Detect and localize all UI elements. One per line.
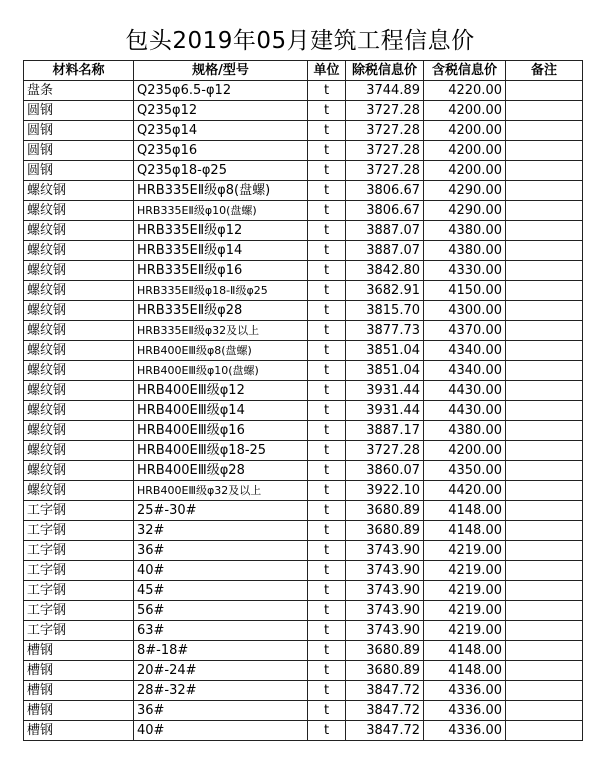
unit-cell: t xyxy=(308,661,346,681)
spec-cell: Q235φ12 xyxy=(134,101,308,121)
spec-cell: HRB400EⅢ级φ16 xyxy=(134,421,308,441)
price-ex-tax-cell: 3727.28 xyxy=(346,141,424,161)
price-inc-tax-cell: 4148.00 xyxy=(424,641,506,661)
material-cell: 螺纹钢 xyxy=(24,441,134,461)
table-row xyxy=(24,721,583,741)
note-cell xyxy=(506,341,583,361)
spec-cell: 36# xyxy=(134,541,308,561)
note-cell xyxy=(506,361,583,381)
note-cell xyxy=(506,281,583,301)
unit-cell: t xyxy=(308,421,346,441)
price-inc-tax-cell: 4200.00 xyxy=(424,161,506,181)
note-cell xyxy=(506,541,583,561)
spec-cell: 45# xyxy=(134,581,308,601)
material-cell: 螺纹钢 xyxy=(24,201,134,221)
price-ex-tax-cell: 3851.04 xyxy=(346,361,424,381)
spec-cell: HRB400EⅢ级φ8(盘螺) xyxy=(134,341,308,361)
unit-cell: t xyxy=(308,701,346,721)
table-row xyxy=(24,161,583,181)
material-cell: 螺纹钢 xyxy=(24,321,134,341)
price-inc-tax-cell: 4350.00 xyxy=(424,461,506,481)
note-cell xyxy=(506,261,583,281)
price-ex-tax-cell: 3743.90 xyxy=(346,621,424,641)
table-row xyxy=(24,421,583,441)
header-unit: 单位 xyxy=(308,61,346,81)
table-row xyxy=(24,601,583,621)
price-inc-tax-cell: 4219.00 xyxy=(424,621,506,641)
material-cell: 圆钢 xyxy=(24,141,134,161)
price-ex-tax-cell: 3887.07 xyxy=(346,221,424,241)
spec-cell: 20#-24# xyxy=(134,661,308,681)
price-ex-tax-cell: 3727.28 xyxy=(346,441,424,461)
unit-cell: t xyxy=(308,401,346,421)
material-cell: 圆钢 xyxy=(24,121,134,141)
table-row xyxy=(24,401,583,421)
spec-cell: HRB335EⅡ级φ32及以上 xyxy=(134,321,308,341)
price-inc-tax-cell: 4430.00 xyxy=(424,381,506,401)
price-ex-tax-cell: 3887.07 xyxy=(346,241,424,261)
price-ex-tax-cell: 3847.72 xyxy=(346,701,424,721)
page-title: 包头2019年05月建筑工程信息价 xyxy=(125,28,475,54)
material-cell: 工字钢 xyxy=(24,561,134,581)
unit-cell: t xyxy=(308,481,346,501)
spec-cell: Q235φ6.5-φ12 xyxy=(134,81,308,101)
material-cell: 工字钢 xyxy=(24,581,134,601)
material-cell: 螺纹钢 xyxy=(24,181,134,201)
price-inc-tax-cell: 4148.00 xyxy=(424,521,506,541)
price-ex-tax-cell: 3680.89 xyxy=(346,521,424,541)
note-cell xyxy=(506,421,583,441)
spec-cell: 63# xyxy=(134,621,308,641)
table-row xyxy=(24,361,583,381)
table-row xyxy=(24,181,583,201)
material-cell: 螺纹钢 xyxy=(24,381,134,401)
price-ex-tax-cell: 3847.72 xyxy=(346,681,424,701)
table-row xyxy=(24,101,583,121)
spec-cell: Q235φ16 xyxy=(134,141,308,161)
price-ex-tax-cell: 3922.10 xyxy=(346,481,424,501)
unit-cell: t xyxy=(308,281,346,301)
price-ex-tax-cell: 3806.67 xyxy=(346,201,424,221)
material-cell: 螺纹钢 xyxy=(24,341,134,361)
spec-cell: HRB335EⅡ级φ8(盘螺) xyxy=(134,181,308,201)
material-cell: 螺纹钢 xyxy=(24,261,134,281)
table-row xyxy=(24,621,583,641)
unit-cell: t xyxy=(308,341,346,361)
note-cell xyxy=(506,201,583,221)
note-cell xyxy=(506,401,583,421)
spec-cell: HRB335EⅡ级φ10(盘螺) xyxy=(134,201,308,221)
header-price-ex-tax: 除税信息价 xyxy=(346,61,424,81)
spec-cell: HRB335EⅡ级φ12 xyxy=(134,221,308,241)
unit-cell: t xyxy=(308,521,346,541)
table-row xyxy=(24,521,583,541)
spec-cell: 25#-30# xyxy=(134,501,308,521)
header-note: 备注 xyxy=(506,61,583,81)
note-cell xyxy=(506,161,583,181)
table-row xyxy=(24,281,583,301)
spec-cell: HRB400EⅢ级φ28 xyxy=(134,461,308,481)
unit-cell: t xyxy=(308,81,346,101)
spec-cell: Q235φ18-φ25 xyxy=(134,161,308,181)
unit-cell: t xyxy=(308,201,346,221)
spec-cell: HRB400EⅢ级φ14 xyxy=(134,401,308,421)
note-cell xyxy=(506,521,583,541)
material-cell: 工字钢 xyxy=(24,601,134,621)
price-inc-tax-cell: 4380.00 xyxy=(424,221,506,241)
spec-cell: 40# xyxy=(134,561,308,581)
price-table xyxy=(23,60,583,741)
note-cell xyxy=(506,601,583,621)
note-cell xyxy=(506,321,583,341)
table-row xyxy=(24,541,583,561)
price-inc-tax-cell: 4290.00 xyxy=(424,201,506,221)
price-ex-tax-cell: 3743.90 xyxy=(346,541,424,561)
spec-cell: HRB335EⅡ级φ18-Ⅱ级φ25 xyxy=(134,281,308,301)
table-row xyxy=(24,241,583,261)
spec-cell: 56# xyxy=(134,601,308,621)
price-inc-tax-cell: 4219.00 xyxy=(424,581,506,601)
header-material: 材料名称 xyxy=(24,61,134,81)
table-row xyxy=(24,501,583,521)
unit-cell: t xyxy=(308,161,346,181)
material-cell: 槽钢 xyxy=(24,701,134,721)
spec-cell: HRB335EⅡ级φ16 xyxy=(134,261,308,281)
material-cell: 槽钢 xyxy=(24,641,134,661)
material-cell: 螺纹钢 xyxy=(24,401,134,421)
header-row xyxy=(24,61,583,81)
note-cell xyxy=(506,441,583,461)
price-inc-tax-cell: 4336.00 xyxy=(424,701,506,721)
note-cell xyxy=(506,121,583,141)
unit-cell: t xyxy=(308,721,346,741)
price-inc-tax-cell: 4148.00 xyxy=(424,501,506,521)
note-cell xyxy=(506,81,583,101)
price-inc-tax-cell: 4340.00 xyxy=(424,361,506,381)
table-row xyxy=(24,121,583,141)
note-cell xyxy=(506,241,583,261)
note-cell xyxy=(506,721,583,741)
table-row xyxy=(24,201,583,221)
unit-cell: t xyxy=(308,641,346,661)
material-cell: 工字钢 xyxy=(24,621,134,641)
material-cell: 槽钢 xyxy=(24,721,134,741)
unit-cell: t xyxy=(308,441,346,461)
price-ex-tax-cell: 3744.89 xyxy=(346,81,424,101)
note-cell xyxy=(506,381,583,401)
material-cell: 螺纹钢 xyxy=(24,421,134,441)
material-cell: 圆钢 xyxy=(24,161,134,181)
price-ex-tax-cell: 3931.44 xyxy=(346,401,424,421)
price-ex-tax-cell: 3842.80 xyxy=(346,261,424,281)
price-ex-tax-cell: 3743.90 xyxy=(346,561,424,581)
unit-cell: t xyxy=(308,181,346,201)
spec-cell: 32# xyxy=(134,521,308,541)
spec-cell: HRB335EⅡ级φ14 xyxy=(134,241,308,261)
price-ex-tax-cell: 3931.44 xyxy=(346,381,424,401)
price-inc-tax-cell: 4430.00 xyxy=(424,401,506,421)
unit-cell: t xyxy=(308,541,346,561)
material-cell: 工字钢 xyxy=(24,521,134,541)
unit-cell: t xyxy=(308,681,346,701)
price-ex-tax-cell: 3815.70 xyxy=(346,301,424,321)
material-cell: 螺纹钢 xyxy=(24,461,134,481)
material-cell: 圆钢 xyxy=(24,101,134,121)
table-row xyxy=(24,341,583,361)
spec-cell: HRB400EⅢ级φ32及以上 xyxy=(134,481,308,501)
spec-cell: 36# xyxy=(134,701,308,721)
material-cell: 螺纹钢 xyxy=(24,221,134,241)
note-cell xyxy=(506,101,583,121)
price-inc-tax-cell: 4200.00 xyxy=(424,101,506,121)
material-cell: 螺纹钢 xyxy=(24,481,134,501)
price-ex-tax-cell: 3682.91 xyxy=(346,281,424,301)
price-ex-tax-cell: 3877.73 xyxy=(346,321,424,341)
table-row xyxy=(24,661,583,681)
price-inc-tax-cell: 4330.00 xyxy=(424,261,506,281)
price-inc-tax-cell: 4370.00 xyxy=(424,321,506,341)
note-cell xyxy=(506,221,583,241)
spec-cell: Q235φ14 xyxy=(134,121,308,141)
table-row xyxy=(24,481,583,501)
note-cell xyxy=(506,141,583,161)
price-ex-tax-cell: 3680.89 xyxy=(346,641,424,661)
material-cell: 槽钢 xyxy=(24,661,134,681)
price-inc-tax-cell: 4420.00 xyxy=(424,481,506,501)
price-inc-tax-cell: 4220.00 xyxy=(424,81,506,101)
price-inc-tax-cell: 4200.00 xyxy=(424,441,506,461)
unit-cell: t xyxy=(308,221,346,241)
price-inc-tax-cell: 4148.00 xyxy=(424,661,506,681)
note-cell xyxy=(506,701,583,721)
table-row xyxy=(24,221,583,241)
spec-cell: HRB400EⅢ级φ12 xyxy=(134,381,308,401)
price-ex-tax-cell: 3806.67 xyxy=(346,181,424,201)
price-ex-tax-cell: 3727.28 xyxy=(346,161,424,181)
price-inc-tax-cell: 4336.00 xyxy=(424,721,506,741)
note-cell xyxy=(506,561,583,581)
table-row xyxy=(24,641,583,661)
table-row xyxy=(24,441,583,461)
price-ex-tax-cell: 3851.04 xyxy=(346,341,424,361)
unit-cell: t xyxy=(308,381,346,401)
unit-cell: t xyxy=(308,101,346,121)
unit-cell: t xyxy=(308,621,346,641)
header-price-inc-tax: 含税信息价 xyxy=(424,61,506,81)
price-inc-tax-cell: 4380.00 xyxy=(424,421,506,441)
spec-cell: HRB400EⅢ级φ18-25 xyxy=(134,441,308,461)
unit-cell: t xyxy=(308,361,346,381)
unit-cell: t xyxy=(308,241,346,261)
material-cell: 螺纹钢 xyxy=(24,281,134,301)
note-cell xyxy=(506,301,583,321)
price-inc-tax-cell: 4290.00 xyxy=(424,181,506,201)
note-cell xyxy=(506,501,583,521)
spec-cell: HRB335EⅡ级φ28 xyxy=(134,301,308,321)
material-cell: 槽钢 xyxy=(24,681,134,701)
unit-cell: t xyxy=(308,321,346,341)
unit-cell: t xyxy=(308,461,346,481)
price-ex-tax-cell: 3727.28 xyxy=(346,101,424,121)
price-ex-tax-cell: 3743.90 xyxy=(346,601,424,621)
material-cell: 工字钢 xyxy=(24,541,134,561)
note-cell xyxy=(506,461,583,481)
table-row xyxy=(24,141,583,161)
table-row xyxy=(24,81,583,101)
table-row xyxy=(24,301,583,321)
spec-cell: 40# xyxy=(134,721,308,741)
unit-cell: t xyxy=(308,261,346,281)
unit-cell: t xyxy=(308,301,346,321)
price-ex-tax-cell: 3680.89 xyxy=(346,661,424,681)
price-ex-tax-cell: 3860.07 xyxy=(346,461,424,481)
unit-cell: t xyxy=(308,601,346,621)
price-ex-tax-cell: 3680.89 xyxy=(346,501,424,521)
unit-cell: t xyxy=(308,581,346,601)
table-row xyxy=(24,581,583,601)
note-cell xyxy=(506,621,583,641)
price-inc-tax-cell: 4336.00 xyxy=(424,681,506,701)
table-row xyxy=(24,461,583,481)
table-row xyxy=(24,381,583,401)
price-inc-tax-cell: 4300.00 xyxy=(424,301,506,321)
price-ex-tax-cell: 3887.17 xyxy=(346,421,424,441)
material-cell: 螺纹钢 xyxy=(24,361,134,381)
material-cell: 工字钢 xyxy=(24,501,134,521)
header-spec: 规格/型号 xyxy=(134,61,308,81)
price-ex-tax-cell: 3727.28 xyxy=(346,121,424,141)
price-ex-tax-cell: 3743.90 xyxy=(346,581,424,601)
table-row xyxy=(24,321,583,341)
price-inc-tax-cell: 4219.00 xyxy=(424,601,506,621)
unit-cell: t xyxy=(308,561,346,581)
table-row xyxy=(24,701,583,721)
price-inc-tax-cell: 4340.00 xyxy=(424,341,506,361)
note-cell xyxy=(506,181,583,201)
material-cell: 螺纹钢 xyxy=(24,241,134,261)
material-cell: 螺纹钢 xyxy=(24,301,134,321)
spec-cell: HRB400EⅢ级φ10(盘螺) xyxy=(134,361,308,381)
price-inc-tax-cell: 4200.00 xyxy=(424,141,506,161)
price-inc-tax-cell: 4150.00 xyxy=(424,281,506,301)
price-inc-tax-cell: 4200.00 xyxy=(424,121,506,141)
price-inc-tax-cell: 4219.00 xyxy=(424,541,506,561)
material-cell: 盘条 xyxy=(24,81,134,101)
table-row xyxy=(24,681,583,701)
note-cell xyxy=(506,681,583,701)
unit-cell: t xyxy=(308,121,346,141)
note-cell xyxy=(506,661,583,681)
table-row xyxy=(24,561,583,581)
unit-cell: t xyxy=(308,141,346,161)
note-cell xyxy=(506,581,583,601)
note-cell xyxy=(506,641,583,661)
price-ex-tax-cell: 3847.72 xyxy=(346,721,424,741)
spec-cell: 28#-32# xyxy=(134,681,308,701)
unit-cell: t xyxy=(308,501,346,521)
note-cell xyxy=(506,481,583,501)
price-inc-tax-cell: 4219.00 xyxy=(424,561,506,581)
table-row xyxy=(24,261,583,281)
price-inc-tax-cell: 4380.00 xyxy=(424,241,506,261)
spec-cell: 8#-18# xyxy=(134,641,308,661)
